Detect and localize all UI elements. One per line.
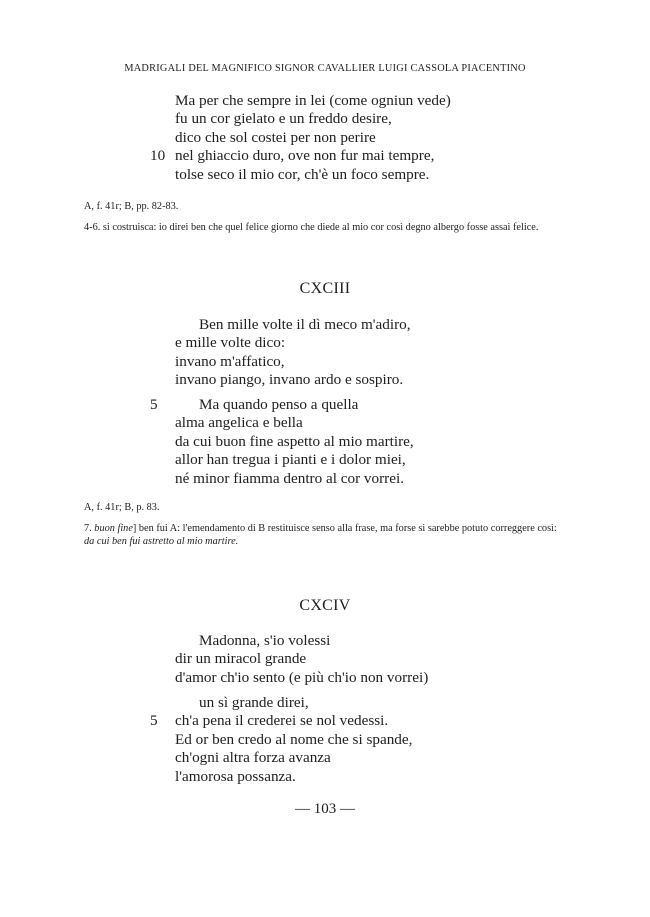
editorial-note: 7. buon fine] ben fui A: l'emendamento di B restituisce senso alla frase, ma forse si sarebbe potuto correggere così: da cui ben fui astretto al mio martire. <box>84 523 557 548</box>
verse-line: e mille volte dico: <box>175 334 286 352</box>
page-number: — 103 — <box>295 801 355 817</box>
verse-line: 5 ch'a pena il crederei se nol vedessi. <box>150 712 389 730</box>
verse-line: 5 Ma quando penso a quella <box>150 396 359 413</box>
verse-line: Ben mille volte il dì meco m'adiro, <box>199 316 411 333</box>
source-citation: A, f. 41r; B, p. 83. <box>84 502 160 513</box>
verse-line: invano m'affatico, <box>175 352 285 370</box>
poem-194-stanza-2 <box>150 694 413 786</box>
verse-line: l'amorosa possanza. <box>175 767 296 785</box>
poem-heading: CXCIV <box>299 597 351 614</box>
verse-line: dir un miracol grande <box>175 650 307 668</box>
note-quote: da cui ben fui astretto al mio martire. <box>84 536 239 548</box>
poem-194-stanza-1 <box>175 632 428 687</box>
verse-line: un sì grande direi, <box>199 694 309 711</box>
verse-line: d'amor ch'io sento (e più ch'io non vorrei) <box>175 668 429 686</box>
source-citation: A, f. 41r; B, pp. 82-83. <box>84 201 179 212</box>
note-lemma: buon fine <box>94 523 133 534</box>
editorial-note: 4-6. si costruisca: io direi ben che quel felice giorno che diede al mio cor così degno albergo fosse assai felice. <box>84 222 539 233</box>
prev-poem-stanza <box>150 92 451 184</box>
running-head: MADRIGALI DEL MAGNIFICO SIGNOR CAVALLIER LUIGI CASSOLA PIACENTINO <box>124 63 526 74</box>
line-number: 10 <box>150 147 166 165</box>
line-number: 5 <box>150 712 158 730</box>
verse-line: ch'ogni altra forza avanza <box>175 749 331 767</box>
verse-line: Madonna, s'io volessi <box>199 632 331 649</box>
line-number: 5 <box>150 396 158 413</box>
poem-193-stanza-2 <box>150 396 414 488</box>
verse-line: da cui buon fine aspetto al mio martire, <box>175 432 414 450</box>
verse-line: alma angelica e bella <box>175 414 303 432</box>
verse-line: tolse seco il mio cor, ch'è un foco sempre. <box>175 165 430 183</box>
verse-line: né minor fiamma dentro al cor vorrei. <box>175 469 404 487</box>
poem-193-stanza-1 <box>175 316 411 390</box>
verse-line: Ma per che sempre in lei (come ogniun vede) <box>175 92 451 109</box>
verse-line: dico che sol costei per non perire <box>175 128 376 146</box>
verse-line: 10 nel ghiaccio duro, ove non fur mai tempre, <box>150 147 435 165</box>
verse-line: Ed or ben credo al nome che si spande, <box>175 730 413 748</box>
verse-line: fu un cor gielato e un freddo desire, <box>175 110 392 128</box>
poem-heading: CXCIII <box>299 280 351 297</box>
verse-line: allor han tregua i pianti e i dolor miei, <box>175 451 406 469</box>
verse-line: invano piango, invano ardo e sospiro. <box>175 371 404 389</box>
